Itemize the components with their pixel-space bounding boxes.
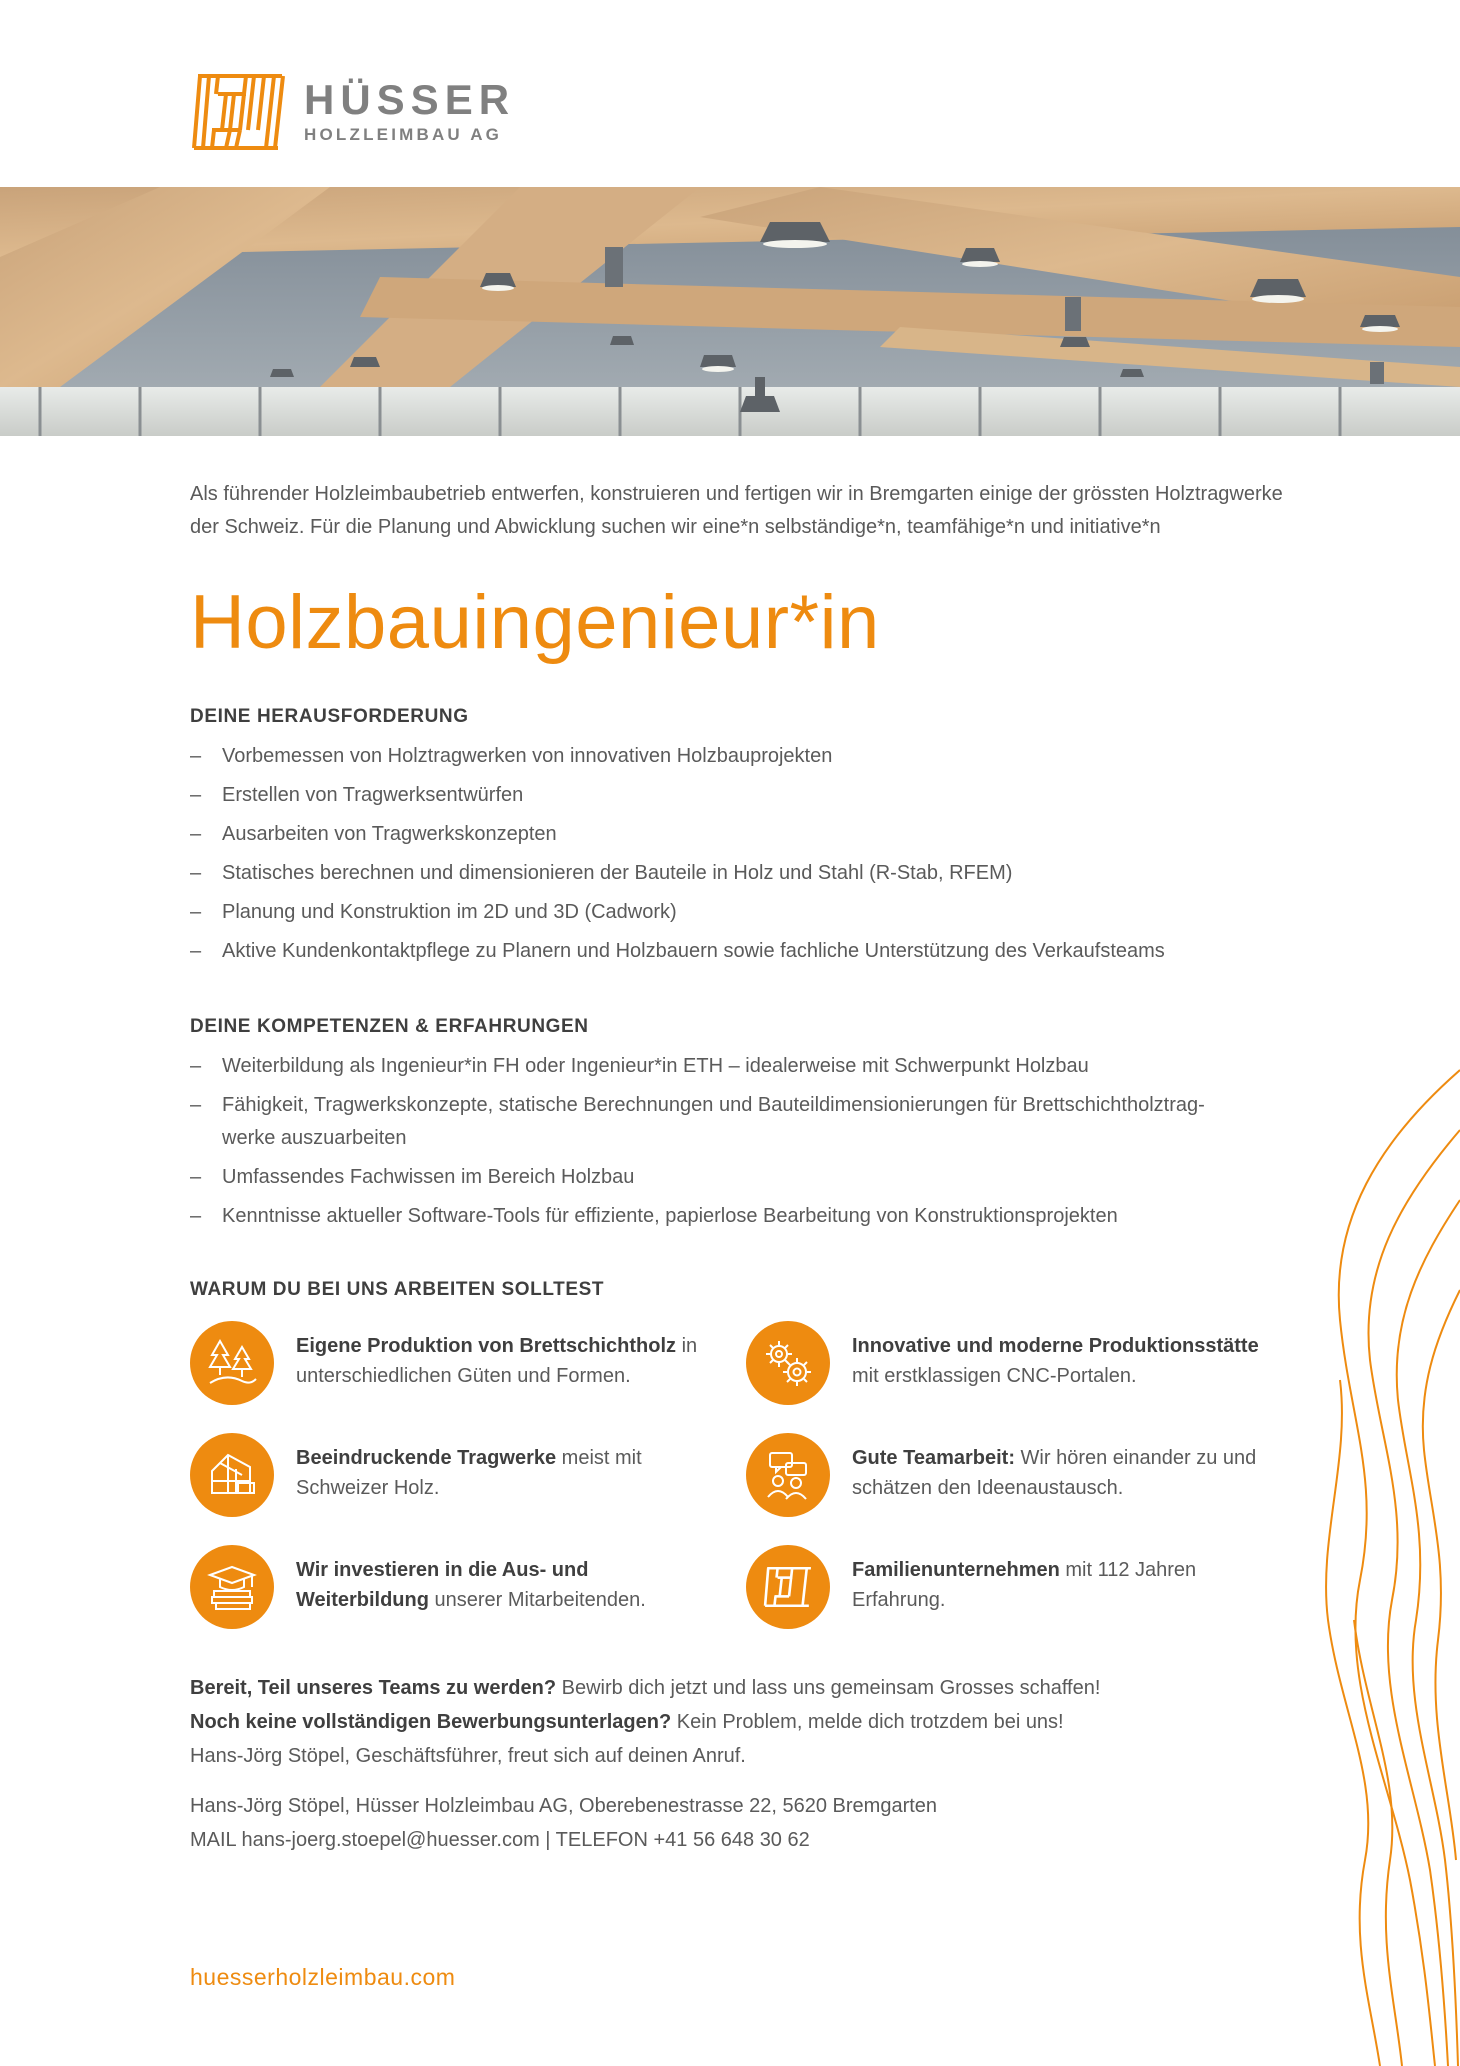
company-logo — [190, 72, 515, 152]
hero-image — [0, 187, 1460, 436]
skills-list — [190, 1050, 1290, 1233]
graduation-icon — [190, 1545, 274, 1629]
list-item: – Kenntnisse aktueller Software-Tools für effiziente, papierlose Bearbeitung von Konstruktionsprojekten — [190, 1200, 1290, 1233]
house-frame-icon — [190, 1433, 274, 1517]
benefit-text: Eigene Produktion von Brettschichtholz in unterschiedlichen Güten und Formen. — [296, 1335, 698, 1387]
benefit-item — [190, 1545, 746, 1629]
benefit-text: Familienunternehmen mit 112 Jahren Erfahrung. — [852, 1559, 1197, 1611]
list-item: – Weiterbildung als Ingenieur*in FH oder Ingenieur*in ETH – idealerweise mit Schwerpunkt Holzbau — [190, 1050, 1290, 1083]
benefit-item — [746, 1433, 1302, 1517]
benefit-text: Innovative und moderne Produktionsstätte mit erstklassigen CNC-Portalen. — [852, 1335, 1259, 1387]
list-item: – Ausarbeiten von Tragwerkskonzepten — [190, 818, 1290, 851]
benefits-heading: WARUM DU BEI UNS ARBEITEN SOLLTEST — [190, 1279, 605, 1300]
list-item: – Fähigkeit, Tragwerkskonzepte, statische Berechnungen und Bauteildimensionierungen für Brettschichtholztragwerke auszuarbeiten — [190, 1089, 1290, 1155]
benefit-item — [190, 1321, 746, 1405]
job-title: Holzbauingenieur*in — [190, 580, 880, 665]
list-item: – Umfassendes Fachwissen im Bereich Holzbau — [190, 1161, 1290, 1194]
brand-subtitle: HOLZLEIMBAU AG — [304, 125, 503, 144]
benefit-text: Wir investieren in die Aus- und Weiterbildung unserer Mitarbeitenden. — [296, 1559, 646, 1611]
gears-icon — [746, 1321, 830, 1405]
benefit-item — [190, 1433, 746, 1517]
list-item: – Erstellen von Tragwerksentwürfen — [190, 779, 1290, 812]
benefit-item — [746, 1321, 1302, 1405]
job-ad-content — [190, 478, 1290, 1857]
challenge-list — [190, 740, 1290, 968]
team-icon — [746, 1433, 830, 1517]
cta-line: Hans-Jörg Stöpel, Geschäftsführer, freut sich auf deinen Anruf. — [190, 1745, 746, 1767]
contact-address: Hans-Jörg Stöpel, Hüsser Holzleimbau AG, Oberebenestrasse 22, 5620 Bremgarten — [190, 1795, 938, 1817]
benefits-grid — [190, 1321, 1290, 1629]
cta-bold: Noch keine vollständigen Bewerbungsunterlagen? — [190, 1711, 672, 1733]
cta-bold: Bereit, Teil unseres Teams zu werden? — [190, 1677, 557, 1699]
list-item: – Planung und Konstruktion im 2D und 3D (Cadwork) — [190, 896, 1290, 929]
benefit-text: Gute Teamarbeit: Wir hören einander zu und schätzen den Ideenaustausch. — [852, 1447, 1257, 1499]
wood-grain-decoration — [1320, 1060, 1460, 2066]
intro-text: Als führender Holzleimbaubetrieb entwerfen, konstruieren und fertigen wir in Bremgarten einige der grössten Holztragwerke der Schweiz. Für die Planung und Abwicklung suchen wir eine*n selbständige*n, teamfähige*n und initiative*n — [190, 483, 1283, 538]
contact-block — [190, 1789, 1290, 1857]
website-link[interactable]: huesserholzleimbau.com — [190, 1964, 456, 1990]
trees-icon — [190, 1321, 274, 1405]
list-item: – Aktive Kundenkontaktpflege zu Planern und Holzbauern sowie fachliche Unterstützung des Verkaufsteams — [190, 935, 1290, 968]
benefit-item — [746, 1545, 1302, 1629]
brand-name: HÜSSER — [304, 76, 516, 123]
benefit-text: Beeindruckende Tragwerke meist mit Schweizer Holz. — [296, 1447, 642, 1499]
logo-mark-icon — [190, 72, 286, 152]
skills-heading: DEINE KOMPETENZEN & ERFAHRUNGEN — [190, 1016, 589, 1037]
list-item: – Statisches berechnen und dimensionieren der Bauteile in Holz und Stahl (R-Stab, RFEM) — [190, 857, 1290, 890]
list-item: – Vorbemessen von Holztragwerken von innovativen Holzbauprojekten — [190, 740, 1290, 773]
challenge-heading: DEINE HERAUSFORDERUNG — [190, 706, 469, 727]
call-to-action: Bereit, Teil unseres Teams zu werden? Bewirb dich jetzt und lass uns gemeinsam Grosses schaffen! Noch keine vollständigen Bewerbungsunterlagen? Kein Problem, melde dich trotzdem bei uns! Hans-Jörg Stöpel, Geschäftsführer, freut sich auf deinen Anruf. — [190, 1671, 1290, 1773]
wooden-hall-ceiling-photo — [0, 187, 1460, 436]
company-logo-icon — [746, 1545, 830, 1629]
contact-mail-phone[interactable]: MAIL hans-joerg.stoepel@huesser.com | TELEFON +41 56 648 30 62 — [190, 1829, 810, 1851]
